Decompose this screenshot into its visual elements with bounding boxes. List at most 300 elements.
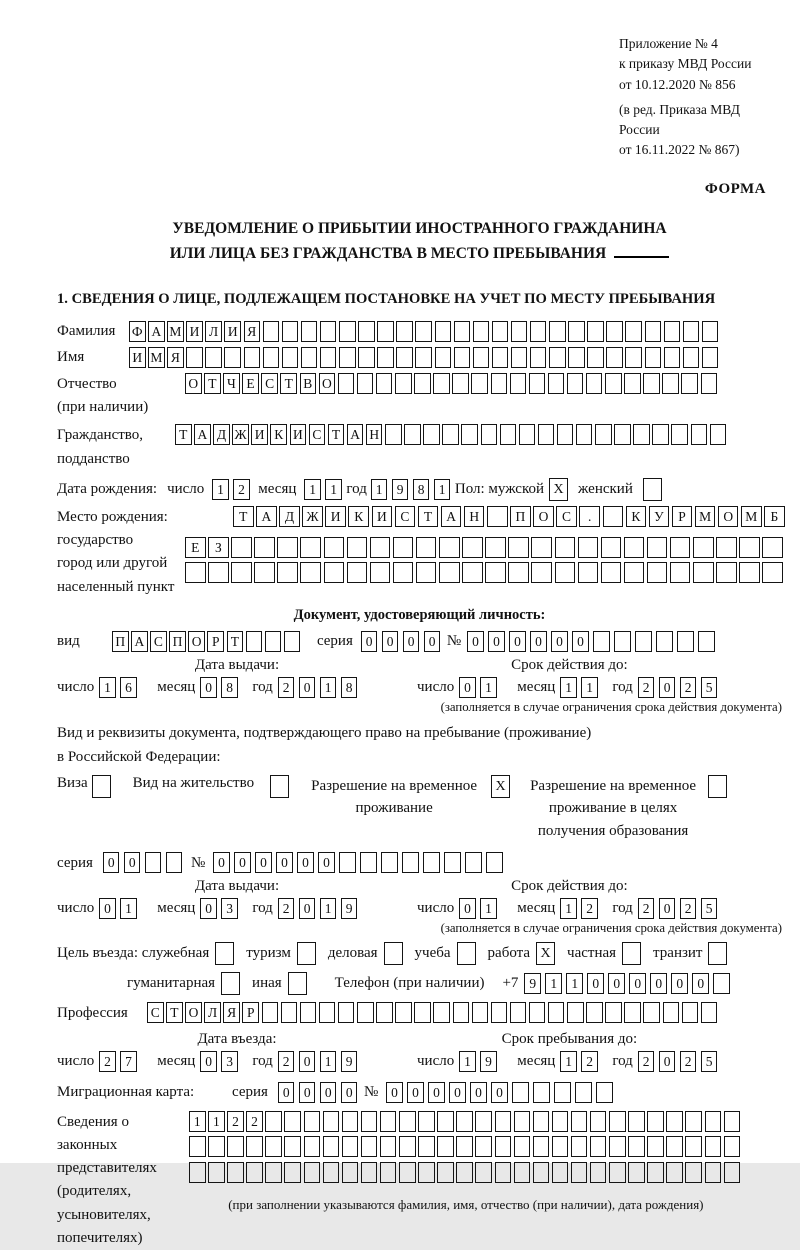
char-cell[interactable]: Т (328, 424, 345, 445)
char-cell[interactable] (633, 424, 650, 445)
char-cell[interactable]: . (579, 506, 600, 527)
char-cell[interactable] (339, 852, 356, 873)
char-cell[interactable] (529, 1002, 546, 1023)
char-cell[interactable] (282, 347, 299, 368)
char-cell[interactable]: М (167, 321, 184, 342)
char-cell[interactable]: В (300, 373, 317, 394)
char-cell[interactable]: 0 (572, 631, 589, 652)
char-cell[interactable]: 1 (120, 898, 137, 919)
char-cell[interactable] (262, 1002, 279, 1023)
char-cell[interactable] (511, 347, 528, 368)
purpose-work-checkbox[interactable]: X (536, 942, 555, 965)
char-cell[interactable] (418, 1162, 435, 1183)
visa-checkbox[interactable] (92, 775, 111, 798)
char-cell[interactable]: 1 (208, 1111, 225, 1132)
char-cell[interactable] (342, 1162, 359, 1183)
char-cell[interactable]: 0 (551, 631, 568, 652)
char-cell[interactable]: 7 (120, 1051, 137, 1072)
char-cell[interactable] (300, 562, 321, 583)
char-cell[interactable] (571, 1136, 588, 1157)
char-cell[interactable] (433, 1002, 450, 1023)
char-cell[interactable] (208, 562, 229, 583)
char-cell[interactable] (510, 1002, 527, 1023)
char-cell[interactable]: И (251, 424, 268, 445)
char-cell[interactable] (716, 562, 737, 583)
char-cell[interactable]: 1 (304, 479, 321, 500)
char-cell[interactable] (647, 1136, 664, 1157)
char-cell[interactable]: 0 (467, 631, 484, 652)
char-cell[interactable]: П (510, 506, 531, 527)
char-cell[interactable]: Я (244, 321, 261, 342)
char-cell[interactable] (395, 373, 412, 394)
char-cell[interactable] (342, 1136, 359, 1157)
char-cell[interactable]: 0 (449, 1082, 466, 1103)
char-cell[interactable] (265, 1162, 282, 1183)
char-cell[interactable]: 1 (99, 677, 116, 698)
char-cell[interactable] (670, 562, 691, 583)
char-cell[interactable] (376, 373, 393, 394)
purpose-tourism-checkbox[interactable] (297, 942, 316, 965)
char-cell[interactable]: 0 (659, 898, 676, 919)
char-cell[interactable]: 9 (524, 973, 541, 994)
char-cell[interactable] (205, 347, 222, 368)
char-cell[interactable]: 0 (424, 631, 441, 652)
char-cell[interactable]: 1 (581, 677, 598, 698)
char-cell[interactable]: И (224, 321, 241, 342)
char-cell[interactable]: О (185, 373, 202, 394)
char-cell[interactable]: 2 (581, 1051, 598, 1072)
char-cell[interactable] (304, 1136, 321, 1157)
char-cell[interactable] (555, 562, 576, 583)
char-cell[interactable] (590, 1162, 607, 1183)
char-cell[interactable] (456, 1111, 473, 1132)
char-cell[interactable]: О (319, 373, 336, 394)
char-cell[interactable] (628, 1111, 645, 1132)
char-cell[interactable] (605, 1002, 622, 1023)
char-cell[interactable]: 0 (318, 852, 335, 873)
char-cell[interactable] (590, 1111, 607, 1132)
char-cell[interactable] (683, 321, 700, 342)
char-cell[interactable] (380, 1111, 397, 1132)
char-cell[interactable]: С (556, 506, 577, 527)
char-cell[interactable] (282, 321, 299, 342)
char-cell[interactable]: 8 (341, 677, 358, 698)
char-cell[interactable] (339, 321, 356, 342)
char-cell[interactable] (739, 562, 760, 583)
char-cell[interactable] (319, 1002, 336, 1023)
char-cell[interactable]: 5 (701, 1051, 718, 1072)
char-cell[interactable] (533, 1162, 550, 1183)
char-cell[interactable]: С (150, 631, 167, 652)
char-cell[interactable]: 1 (566, 973, 583, 994)
char-cell[interactable] (647, 537, 668, 558)
char-cell[interactable]: П (169, 631, 186, 652)
char-cell[interactable] (358, 347, 375, 368)
char-cell[interactable] (548, 373, 565, 394)
char-cell[interactable]: Е (185, 537, 206, 558)
char-cell[interactable]: 2 (227, 1111, 244, 1132)
char-cell[interactable]: 0 (200, 898, 217, 919)
char-cell[interactable] (473, 347, 490, 368)
char-cell[interactable]: Ч (223, 373, 240, 394)
char-cell[interactable] (624, 1002, 641, 1023)
char-cell[interactable] (552, 1111, 569, 1132)
char-cell[interactable] (670, 537, 691, 558)
char-cell[interactable]: 0 (361, 631, 378, 652)
char-cell[interactable] (491, 1002, 508, 1023)
char-cell[interactable] (530, 321, 547, 342)
char-cell[interactable] (145, 852, 162, 873)
char-cell[interactable]: Ж (232, 424, 249, 445)
char-cell[interactable] (702, 347, 719, 368)
char-cell[interactable] (614, 631, 631, 652)
char-cell[interactable]: Д (279, 506, 300, 527)
char-cell[interactable] (681, 373, 698, 394)
char-cell[interactable] (596, 1082, 613, 1103)
char-cell[interactable] (186, 347, 203, 368)
char-cell[interactable] (495, 1136, 512, 1157)
char-cell[interactable] (691, 424, 708, 445)
char-cell[interactable] (452, 373, 469, 394)
char-cell[interactable] (685, 1162, 702, 1183)
char-cell[interactable] (586, 373, 603, 394)
char-cell[interactable] (662, 373, 679, 394)
char-cell[interactable] (590, 1136, 607, 1157)
char-cell[interactable] (380, 1136, 397, 1157)
char-cell[interactable]: З (208, 537, 229, 558)
char-cell[interactable]: С (309, 424, 326, 445)
char-cell[interactable] (533, 1136, 550, 1157)
char-cell[interactable] (339, 347, 356, 368)
char-cell[interactable] (456, 1162, 473, 1183)
char-cell[interactable] (414, 373, 431, 394)
char-cell[interactable] (568, 321, 585, 342)
char-cell[interactable]: А (347, 424, 364, 445)
char-cell[interactable] (576, 424, 593, 445)
char-cell[interactable] (635, 631, 652, 652)
char-cell[interactable] (663, 1002, 680, 1023)
char-cell[interactable]: 1 (545, 973, 562, 994)
char-cell[interactable] (705, 1136, 722, 1157)
char-cell[interactable] (284, 1111, 301, 1132)
char-cell[interactable]: 2 (233, 479, 250, 500)
char-cell[interactable] (702, 321, 719, 342)
char-cell[interactable] (393, 562, 414, 583)
char-cell[interactable] (377, 321, 394, 342)
char-cell[interactable]: Д (213, 424, 230, 445)
char-cell[interactable] (548, 1002, 565, 1023)
char-cell[interactable] (377, 347, 394, 368)
char-cell[interactable] (481, 424, 498, 445)
char-cell[interactable] (399, 1111, 416, 1132)
char-cell[interactable] (324, 537, 345, 558)
char-cell[interactable] (300, 1002, 317, 1023)
char-cell[interactable] (338, 1002, 355, 1023)
char-cell[interactable] (416, 562, 437, 583)
char-cell[interactable] (645, 321, 662, 342)
char-cell[interactable] (439, 537, 460, 558)
char-cell[interactable] (461, 424, 478, 445)
char-cell[interactable]: 9 (341, 898, 358, 919)
char-cell[interactable]: И (186, 321, 203, 342)
char-cell[interactable] (682, 1002, 699, 1023)
char-cell[interactable]: 0 (407, 1082, 424, 1103)
char-cell[interactable]: О (718, 506, 739, 527)
char-cell[interactable] (724, 1111, 741, 1132)
char-cell[interactable] (338, 373, 355, 394)
char-cell[interactable] (385, 424, 402, 445)
char-cell[interactable] (208, 1136, 225, 1157)
char-cell[interactable] (284, 1136, 301, 1157)
char-cell[interactable] (284, 1162, 301, 1183)
char-cell[interactable] (442, 424, 459, 445)
char-cell[interactable] (435, 321, 452, 342)
char-cell[interactable] (624, 562, 645, 583)
char-cell[interactable] (254, 562, 275, 583)
char-cell[interactable]: Е (242, 373, 259, 394)
char-cell[interactable]: 0 (692, 973, 709, 994)
char-cell[interactable]: 2 (278, 898, 295, 919)
char-cell[interactable]: 0 (659, 677, 676, 698)
char-cell[interactable] (370, 537, 391, 558)
char-cell[interactable] (415, 321, 432, 342)
char-cell[interactable]: 9 (392, 479, 409, 500)
char-cell[interactable] (381, 852, 398, 873)
char-cell[interactable] (492, 321, 509, 342)
char-cell[interactable]: 8 (413, 479, 430, 500)
female-checkbox[interactable] (643, 478, 662, 501)
char-cell[interactable]: И (372, 506, 393, 527)
char-cell[interactable] (716, 537, 737, 558)
char-cell[interactable] (508, 537, 529, 558)
char-cell[interactable]: А (441, 506, 462, 527)
char-cell[interactable]: М (741, 506, 762, 527)
char-cell[interactable] (492, 347, 509, 368)
char-cell[interactable]: 0 (428, 1082, 445, 1103)
char-cell[interactable]: 3 (221, 1051, 238, 1072)
char-cell[interactable]: 0 (629, 973, 646, 994)
char-cell[interactable]: У (649, 506, 670, 527)
char-cell[interactable]: 1 (189, 1111, 206, 1132)
char-cell[interactable]: 2 (680, 1051, 697, 1072)
char-cell[interactable] (246, 1136, 263, 1157)
char-cell[interactable]: 0 (299, 1051, 316, 1072)
purpose-other-checkbox[interactable] (288, 972, 307, 995)
char-cell[interactable] (208, 1162, 225, 1183)
char-cell[interactable] (568, 347, 585, 368)
char-cell[interactable]: 1 (480, 677, 497, 698)
char-cell[interactable] (439, 562, 460, 583)
char-cell[interactable]: 0 (278, 1082, 295, 1103)
char-cell[interactable] (625, 321, 642, 342)
char-cell[interactable]: Т (280, 373, 297, 394)
char-cell[interactable]: К (626, 506, 647, 527)
char-cell[interactable] (628, 1162, 645, 1183)
char-cell[interactable]: 1 (434, 479, 451, 500)
char-cell[interactable]: 0 (659, 1051, 676, 1072)
char-cell[interactable] (677, 631, 694, 652)
char-cell[interactable] (284, 631, 301, 652)
char-cell[interactable] (624, 537, 645, 558)
char-cell[interactable]: 0 (299, 898, 316, 919)
char-cell[interactable] (693, 562, 714, 583)
char-cell[interactable]: 5 (701, 898, 718, 919)
char-cell[interactable] (624, 373, 641, 394)
char-cell[interactable] (473, 321, 490, 342)
char-cell[interactable]: Т (204, 373, 221, 394)
char-cell[interactable]: 0 (299, 677, 316, 698)
char-cell[interactable] (647, 1111, 664, 1132)
char-cell[interactable] (575, 1082, 592, 1103)
char-cell[interactable] (495, 1111, 512, 1132)
char-cell[interactable] (263, 321, 280, 342)
char-cell[interactable]: 0 (491, 1082, 508, 1103)
char-cell[interactable] (263, 347, 280, 368)
char-cell[interactable]: 2 (680, 898, 697, 919)
char-cell[interactable] (224, 347, 241, 368)
char-cell[interactable]: 1 (371, 479, 388, 500)
char-cell[interactable] (605, 373, 622, 394)
char-cell[interactable] (358, 321, 375, 342)
char-cell[interactable] (510, 373, 527, 394)
char-cell[interactable] (701, 1002, 718, 1023)
char-cell[interactable] (666, 1136, 683, 1157)
char-cell[interactable]: 9 (480, 1051, 497, 1072)
char-cell[interactable] (514, 1136, 531, 1157)
char-cell[interactable]: 9 (341, 1051, 358, 1072)
char-cell[interactable]: 3 (221, 898, 238, 919)
char-cell[interactable] (514, 1111, 531, 1132)
purpose-transit-checkbox[interactable] (708, 942, 727, 965)
char-cell[interactable]: С (395, 506, 416, 527)
char-cell[interactable]: 0 (200, 1051, 217, 1072)
char-cell[interactable]: О (533, 506, 554, 527)
char-cell[interactable]: О (188, 631, 205, 652)
char-cell[interactable] (530, 347, 547, 368)
char-cell[interactable] (595, 424, 612, 445)
char-cell[interactable] (246, 1162, 263, 1183)
char-cell[interactable] (189, 1136, 206, 1157)
char-cell[interactable]: 0 (587, 973, 604, 994)
char-cell[interactable] (357, 373, 374, 394)
char-cell[interactable] (601, 562, 622, 583)
char-cell[interactable]: Р (672, 506, 693, 527)
char-cell[interactable] (323, 1136, 340, 1157)
char-cell[interactable] (277, 537, 298, 558)
char-cell[interactable] (555, 537, 576, 558)
char-cell[interactable]: Т (166, 1002, 183, 1023)
char-cell[interactable] (320, 347, 337, 368)
char-cell[interactable] (342, 1111, 359, 1132)
char-cell[interactable] (578, 537, 599, 558)
char-cell[interactable] (625, 347, 642, 368)
char-cell[interactable]: 1 (560, 677, 577, 698)
char-cell[interactable] (671, 424, 688, 445)
char-cell[interactable]: 0 (299, 1082, 316, 1103)
char-cell[interactable]: 1 (560, 1051, 577, 1072)
char-cell[interactable]: 2 (638, 677, 655, 698)
char-cell[interactable] (304, 1162, 321, 1183)
char-cell[interactable]: Т (418, 506, 439, 527)
char-cell[interactable] (418, 1111, 435, 1132)
char-cell[interactable]: 0 (509, 631, 526, 652)
char-cell[interactable] (578, 562, 599, 583)
char-cell[interactable] (705, 1111, 722, 1132)
char-cell[interactable] (512, 1082, 529, 1103)
purpose-business-checkbox[interactable] (215, 942, 234, 965)
char-cell[interactable] (552, 1162, 569, 1183)
char-cell[interactable] (404, 424, 421, 445)
char-cell[interactable] (301, 347, 318, 368)
char-cell[interactable] (571, 1111, 588, 1132)
char-cell[interactable]: 1 (560, 898, 577, 919)
char-cell[interactable]: 2 (581, 898, 598, 919)
char-cell[interactable] (606, 321, 623, 342)
char-cell[interactable] (301, 321, 318, 342)
char-cell[interactable] (475, 1162, 492, 1183)
char-cell[interactable]: 5 (701, 677, 718, 698)
purpose-delovaya-checkbox[interactable] (384, 942, 403, 965)
char-cell[interactable]: 0 (200, 677, 217, 698)
char-cell[interactable] (185, 562, 206, 583)
char-cell[interactable] (166, 852, 183, 873)
char-cell[interactable] (418, 1136, 435, 1157)
char-cell[interactable]: Б (764, 506, 785, 527)
char-cell[interactable]: С (261, 373, 278, 394)
char-cell[interactable] (554, 1082, 571, 1103)
char-cell[interactable] (603, 506, 624, 527)
char-cell[interactable] (227, 1136, 244, 1157)
char-cell[interactable]: И (129, 347, 146, 368)
char-cell[interactable]: 0 (320, 1082, 337, 1103)
char-cell[interactable] (533, 1082, 550, 1103)
char-cell[interactable]: 0 (459, 898, 476, 919)
char-cell[interactable] (265, 1136, 282, 1157)
char-cell[interactable] (320, 321, 337, 342)
char-cell[interactable] (652, 424, 669, 445)
char-cell[interactable] (454, 321, 471, 342)
char-cell[interactable]: 1 (459, 1051, 476, 1072)
char-cell[interactable]: 1 (480, 898, 497, 919)
char-cell[interactable] (462, 537, 483, 558)
char-cell[interactable] (246, 631, 263, 652)
char-cell[interactable] (347, 562, 368, 583)
char-cell[interactable]: 2 (680, 677, 697, 698)
char-cell[interactable] (549, 347, 566, 368)
char-cell[interactable] (471, 373, 488, 394)
char-cell[interactable] (705, 1162, 722, 1183)
char-cell[interactable]: Я (167, 347, 184, 368)
char-cell[interactable] (500, 424, 517, 445)
char-cell[interactable] (495, 1162, 512, 1183)
char-cell[interactable]: 0 (530, 631, 547, 652)
char-cell[interactable] (614, 424, 631, 445)
char-cell[interactable]: Р (242, 1002, 259, 1023)
char-cell[interactable] (762, 562, 783, 583)
char-cell[interactable]: Я (223, 1002, 240, 1023)
char-cell[interactable]: 2 (99, 1051, 116, 1072)
char-cell[interactable] (414, 1002, 431, 1023)
char-cell[interactable] (437, 1111, 454, 1132)
char-cell[interactable] (609, 1162, 626, 1183)
char-cell[interactable] (485, 562, 506, 583)
char-cell[interactable] (399, 1162, 416, 1183)
char-cell[interactable] (685, 1111, 702, 1132)
char-cell[interactable] (698, 631, 715, 652)
char-cell[interactable]: О (185, 1002, 202, 1023)
char-cell[interactable] (643, 373, 660, 394)
purpose-humanitarian-checkbox[interactable] (221, 972, 240, 995)
